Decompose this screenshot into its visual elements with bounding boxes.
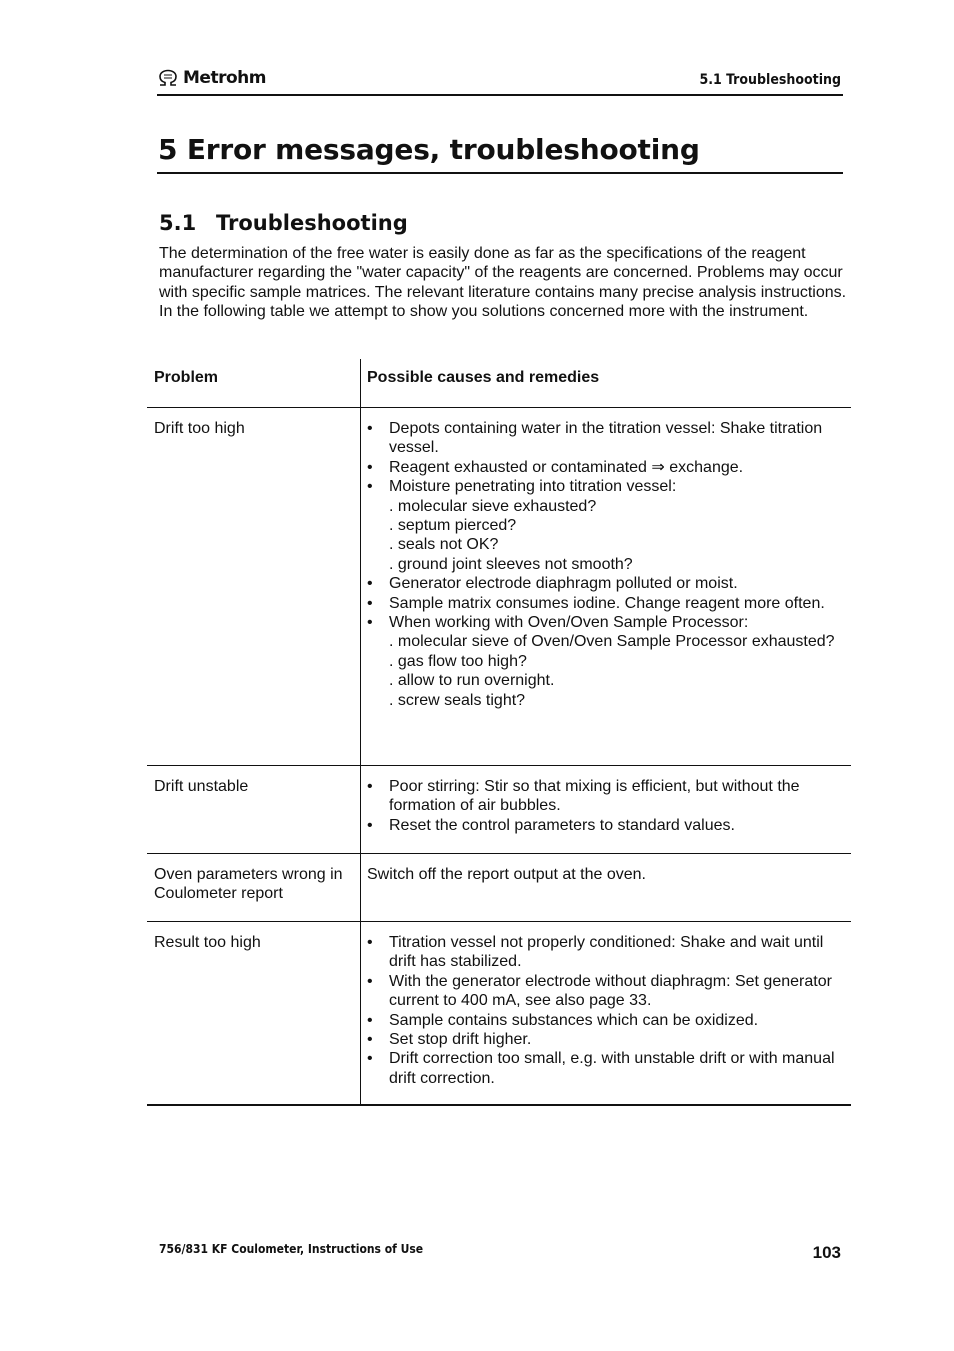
remedies-list [367, 933, 843, 1088]
table-row [147, 854, 851, 922]
logo-text: Metrohm [183, 68, 266, 88]
header-remedies: Possible causes and remedies [367, 369, 600, 386]
list-item: • Titration vessel not properly conditioned: Shake and wait until drift has stabilized. [367, 933, 843, 972]
sub-item: . molecular sieve of Oven/Oven Sample Processor exhausted? [389, 633, 835, 651]
list-item: • Sample matrix consumes iodine. Change reagent more often. [367, 594, 843, 613]
page-number: 103 [812, 1243, 841, 1262]
list-item: • Sample contains substances which can be oxidized. [367, 1011, 843, 1030]
sub-item: . gas flow too high? [389, 652, 527, 670]
remedies-list [367, 777, 843, 835]
sub-item: . septum pierced? [389, 517, 517, 535]
list-item: • With the generator electrode without diaphragm: Set generator current to 400 mA, see also page 33. [367, 972, 843, 1011]
list-item-text: When working with Oven/Oven Sample Processor: [389, 614, 749, 632]
list-item [367, 477, 843, 574]
sub-list [389, 632, 843, 710]
remedies-cell [367, 933, 843, 1088]
chapter-title: 5 Error messages, troubleshooting [158, 133, 700, 166]
section-title: Troubleshooting [216, 211, 408, 235]
problem-cell: Drift unstable [154, 778, 249, 795]
problem-cell: Oven parameters wrong in Coulometer report [154, 866, 343, 903]
table-row [147, 766, 851, 854]
list-item-text: Moisture penetrating into titration vessel: [389, 478, 677, 496]
sub-item: . seals not OK? [389, 536, 499, 554]
table-row [147, 922, 851, 1106]
metrohm-logo [157, 68, 266, 88]
table-row [147, 408, 851, 766]
list-item: • Drift correction too small, e.g. with unstable drift or with manual drift correction. [367, 1049, 843, 1088]
list-item: • Set stop drift higher. [367, 1030, 843, 1049]
remedies-cell: Switch off the report output at the oven. [367, 866, 646, 883]
list-item: • Depots containing water in the titration vessel: Shake titration vessel. [367, 419, 843, 458]
section-heading [159, 211, 408, 235]
list-item: • Reagent exhausted or contaminated ⇒ exchange. [367, 458, 843, 477]
table-header-row [147, 359, 851, 408]
troubleshooting-table [147, 359, 851, 1106]
sub-item: . screw seals tight? [389, 691, 526, 709]
sub-item: . molecular sieve exhausted? [389, 497, 597, 515]
remedies-list [367, 419, 843, 710]
list-item: • Generator electrode diaphragm polluted or moist. [367, 574, 843, 593]
problem-cell: Result too high [154, 934, 261, 951]
running-header-section: 5.1 Troubleshooting [699, 72, 841, 88]
list-item: • Poor stirring: Stir so that mixing is efficient, but without the formation of air bubbles. [367, 777, 843, 816]
sub-list [389, 497, 843, 575]
omega-icon [157, 69, 179, 87]
remedies-cell [367, 419, 843, 710]
chapter-heading-block [157, 130, 843, 174]
sub-item: . allow to run overnight. [389, 672, 555, 690]
footer-document-title: 756/831 KF Coulometer, Instructions of Use [159, 1242, 424, 1256]
page-header [157, 64, 843, 96]
intro-paragraph: The determination of the free water is easily done as far as the specifications of the reagent manufacturer regarding the "water capacity" of the reagents are concerned. Problems may occur with specific sample matrices. The relevant literature contains many precise analysis instructions. In the following table we attempt to show you solutions concerned more with the instrument. [159, 245, 847, 321]
problem-cell: Drift too high [154, 420, 245, 437]
header-problem: Problem [154, 369, 219, 386]
list-item: • Reset the control parameters to standard values. [367, 816, 843, 835]
list-item [367, 613, 843, 710]
section-number: 5.1 [159, 211, 197, 235]
sub-item: . ground joint sleeves not smooth? [389, 555, 633, 573]
remedies-cell [367, 777, 843, 835]
